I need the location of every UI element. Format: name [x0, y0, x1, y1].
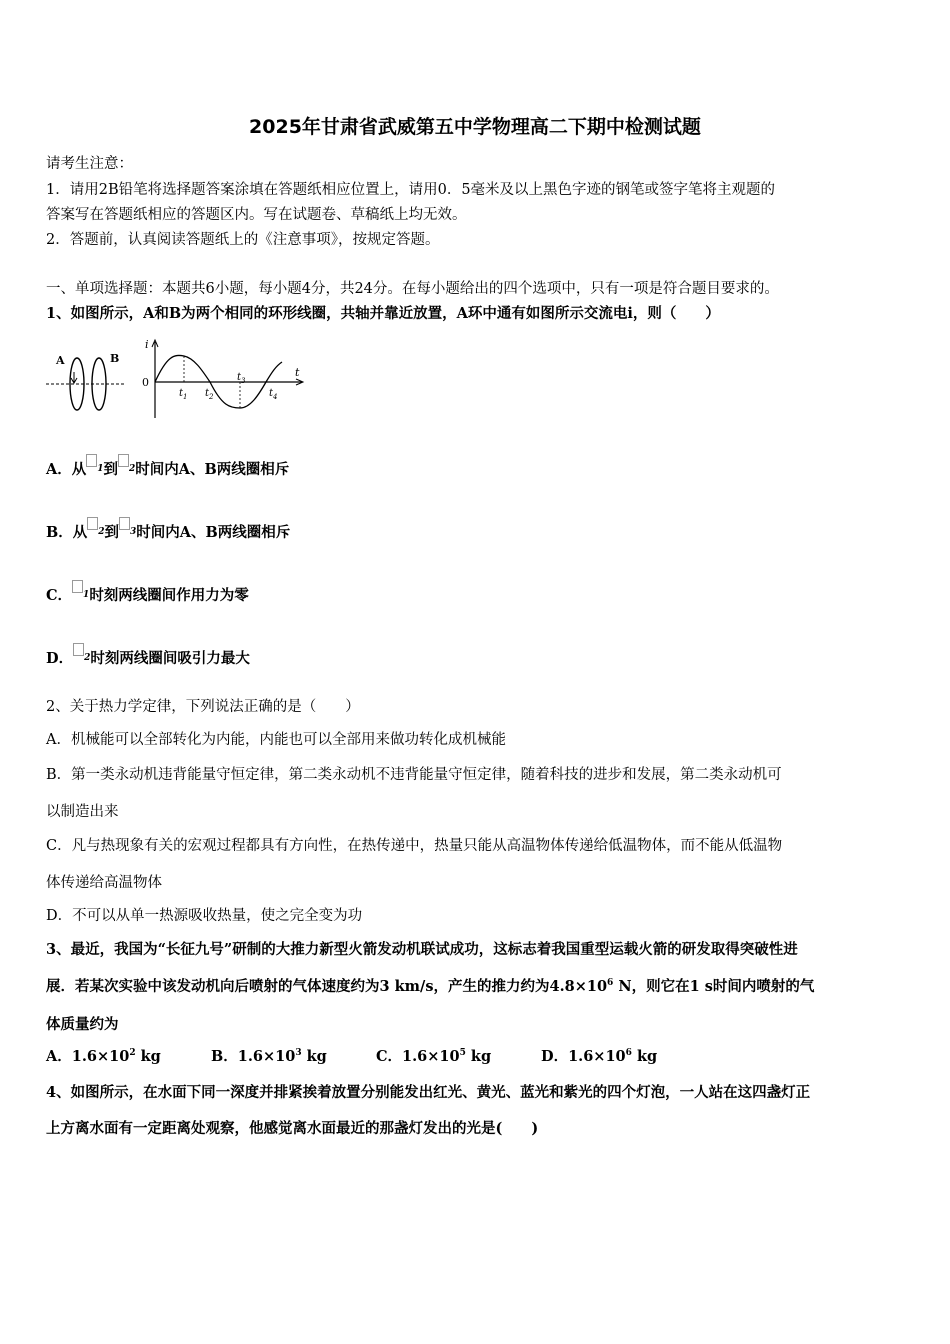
- q1-option-c: C． $^1$时刻两线圈间作用力为零: [46, 584, 249, 605]
- notice-item-2: 2．答题前，认真阅读答题纸上的《注意事项》，按规定答题。: [46, 232, 440, 248]
- q1-stem: 1、如图所示，A和B为两个相同的环形线圈，共轴并靠近放置，A环中通有如图所示交流电i，则（ ）: [46, 305, 720, 322]
- q2-option-c-line-2: 体传递给高温物体: [46, 875, 162, 891]
- t4-tick-label: $t_4$: [269, 388, 278, 401]
- section-1-heading: 一、单项选择题：本题共6小题，每小题4分，共24分。在每小题给出的四个选项中，只有一项是符合题目要求的。: [46, 281, 779, 297]
- q2-option-c-line-1: C．凡与热现象有关的宏观过程都具有方向性，在热传递中，热量只能从高温物体传递给低温物体，而不能从低温物: [46, 838, 783, 854]
- notice-item-1-line-1: 1．请用2B铅笔将选择题答案涂填在答题纸相应位置上，请用0．5毫米及以上黑色字迹的钢笔或签字笔将主观题的: [46, 182, 776, 198]
- q3-stem-line-3: 体质量约为: [46, 1016, 119, 1033]
- q3-option-a: A．$1.6\times 10^2$ kg: [46, 1048, 161, 1065]
- q2-option-d: D．不可以从单一热源吸收热量，使之完全变为功: [46, 908, 363, 924]
- current-arrow: [71, 372, 77, 383]
- q3-stem-line-2: 展．若某次实验中该发动机向后喷射的气体速度约为3 km/s，产生的推力约为$4.8\times 10^6$ N，则它在1 s时间内喷射的气: [46, 978, 815, 995]
- q1-option-d: D． $^2$时刻两线圈间吸引力最大: [46, 647, 250, 668]
- q1-option-b: B．从 $^2$到 $^3$时间内A、B两线圈相斥: [46, 521, 290, 542]
- t3-tick-label: $t_3$: [237, 372, 246, 385]
- t-axis-label: t: [295, 366, 300, 379]
- origin-label: 0: [142, 376, 149, 389]
- q2-stem: 2、关于热力学定律，下列说法正确的是（ ）: [46, 699, 360, 715]
- q3-stem-line-1: 3、最近，我国为“长征九号”研制的大推力新型火箭发动机联试成功，这标志着我国重型运载火箭的研发取得突破性进: [46, 941, 798, 958]
- q3-option-c: C．$1.6\times 10^5$ kg: [376, 1048, 492, 1065]
- q1-figure: [44, 336, 314, 422]
- t1-tick-label: $t_1$: [179, 388, 188, 401]
- q3-options: [46, 1045, 706, 1066]
- missing-glyph-icon: [72, 580, 83, 593]
- q3-option-d: D．$1.6\times 10^6$ kg: [541, 1048, 658, 1065]
- q1-option-a: A．从 $^1$到 $^2$时间内A、B两线圈相斥: [46, 458, 289, 479]
- page-title: 2025年甘肃省武威第五中学物理高二下期中检测试题: [249, 116, 701, 138]
- coil-b-label: B: [110, 352, 120, 365]
- q2-option-b-line-2: 以制造出来: [46, 804, 119, 820]
- q4-stem-line-1: 4、如图所示，在水面下同一深度并排紧挨着放置分别能发出红光、黄光、蓝光和紫光的四个灯泡，一人站在这四盏灯正: [46, 1084, 811, 1101]
- q2-option-b-line-1: B．第一类永动机违背能量守恒定律，第二类永动机不违背能量守恒定律，随着科技的进步和发展，第二类永动机可: [46, 767, 782, 783]
- notice-heading: 请考生注意：: [46, 156, 133, 172]
- coil-a-label: A: [56, 354, 65, 367]
- missing-glyph-icon: [86, 454, 97, 467]
- missing-glyph-icon: [87, 517, 98, 530]
- notice-item-1-line-2: 答案写在答题纸相应的答题区内。写在试题卷、草稿纸上均无效。: [46, 207, 467, 223]
- q3-option-b: B．$1.6\times 10^3$ kg: [211, 1048, 327, 1065]
- missing-glyph-icon: [119, 517, 130, 530]
- t2-tick-label: $t_2$: [205, 388, 214, 401]
- i-axis-label: i: [145, 338, 149, 351]
- missing-glyph-icon: [118, 454, 129, 467]
- q2-option-a: A．机械能可以全部转化为内能，内能也可以全部用来做功转化成机械能: [46, 732, 506, 748]
- q4-stem-line-2: 上方离水面有一定距离处观察，他感觉离水面最近的那盏灯发出的光是( ): [46, 1120, 539, 1137]
- missing-glyph-icon: [73, 643, 84, 656]
